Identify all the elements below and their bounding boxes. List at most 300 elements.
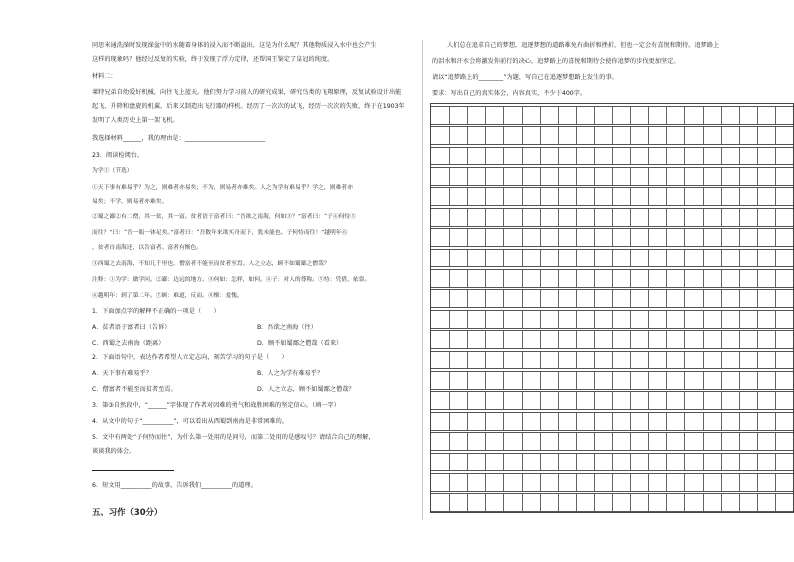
- grid-cell-divider: [612, 250, 613, 267]
- grid-cell-divider: [630, 311, 631, 328]
- grid-cell-divider: [612, 413, 613, 430]
- grid-cell-divider: [576, 494, 577, 511]
- q2-option-d: D．人之立志，顾不如蜀鄙之僧哉？: [257, 386, 355, 393]
- grid-cell-divider: [630, 270, 631, 287]
- grid-cell-divider: [485, 392, 486, 409]
- grid-cell-divider: [721, 148, 722, 165]
- grid-cell-divider: [540, 250, 541, 267]
- grid-cell-divider: [648, 372, 649, 389]
- grid-cell-divider: [467, 331, 468, 348]
- grid-cell-divider: [594, 311, 595, 328]
- grid-cell-divider: [612, 290, 613, 307]
- grid-cell-divider: [576, 331, 577, 348]
- grid-cell-divider: [485, 372, 486, 389]
- grid-cell-divider: [739, 372, 740, 389]
- grid-cell-divider: [703, 209, 704, 226]
- grid-cell-divider: [775, 188, 776, 205]
- grid-cell-divider: [612, 270, 613, 287]
- grid-cell-divider: [648, 352, 649, 369]
- requirements-line: 要求：写出自己的真实体会，内容真实，不少于400字。: [432, 90, 587, 97]
- grid-cell-divider: [630, 331, 631, 348]
- grid-cell-divider: [703, 127, 704, 144]
- grid-cell-divider: [485, 188, 486, 205]
- grid-cell-divider: [449, 413, 450, 430]
- grid-cell-divider: [449, 372, 450, 389]
- grid-cell-divider: [558, 392, 559, 409]
- question-23-title: 23．阅读检阅台。: [92, 152, 144, 159]
- grid-cell-divider: [558, 127, 559, 144]
- grid-cell-divider: [684, 270, 685, 287]
- grid-cell-divider: [540, 127, 541, 144]
- grid-row: [431, 269, 793, 288]
- grid-cell-divider: [666, 188, 667, 205]
- grid-cell-divider: [576, 127, 577, 144]
- grid-cell-divider: [775, 229, 776, 246]
- grid-cell-divider: [503, 311, 504, 328]
- grid-cell-divider: [739, 454, 740, 471]
- grid-cell-divider: [485, 107, 486, 124]
- grid-cell-divider: [467, 209, 468, 226]
- grid-cell-divider: [522, 392, 523, 409]
- q4: 4．从文中的句子“__________”，可以看出从西蜀到南海是非常困难的。: [92, 418, 288, 425]
- grid-cell-divider: [666, 352, 667, 369]
- q6: 6．短文用__________的故事，告诉我们__________的道理。: [92, 482, 257, 489]
- grid-cell-divider: [522, 454, 523, 471]
- grid-cell-divider: [485, 494, 486, 511]
- grid-cell-divider: [522, 209, 523, 226]
- grid-cell-divider: [449, 270, 450, 287]
- grid-cell-divider: [739, 290, 740, 307]
- grid-cell-divider: [467, 494, 468, 511]
- grid-cell-divider: [522, 413, 523, 430]
- q3: 3．第③自然段中，“______”字体现了作者对因难的勇气和战胜困难的坚定信心。（填一字）: [92, 402, 340, 409]
- grid-cell-divider: [739, 392, 740, 409]
- grid-cell-divider: [648, 127, 649, 144]
- grid-cell-divider: [467, 392, 468, 409]
- grid-cell-divider: [503, 148, 504, 165]
- grid-cell-divider: [648, 311, 649, 328]
- grid-cell-divider: [467, 290, 468, 307]
- grid-cell-divider: [757, 474, 758, 491]
- grid-cell-divider: [757, 270, 758, 287]
- grid-cell-divider: [576, 372, 577, 389]
- grid-cell-divider: [721, 311, 722, 328]
- grid-cell-divider: [449, 352, 450, 369]
- grid-cell-divider: [540, 372, 541, 389]
- grid-cell-divider: [522, 127, 523, 144]
- grid-cell-divider: [485, 290, 486, 307]
- grid-cell-divider: [540, 433, 541, 450]
- grid-cell-divider: [721, 392, 722, 409]
- grid-cell-divider: [594, 229, 595, 246]
- grid-cell-divider: [503, 352, 504, 369]
- grid-cell-divider: [757, 392, 758, 409]
- classical-para-3: ③西蜀之去南海，不知几千里也，僧富者不能至而贫者至焉。人之立志，顾不如蜀鄙之僧哉？: [92, 261, 330, 267]
- grid-cell-divider: [739, 107, 740, 124]
- material-two-line-1: 莱特兄弟自幼爱好机械，向往飞上蓝天。他们努力学习前人的研究成果，研究鸟类的飞翔原理，反复试验设计出能: [92, 89, 402, 96]
- grid-cell-divider: [666, 127, 667, 144]
- grid-cell-divider: [739, 168, 740, 185]
- grid-cell-divider: [721, 107, 722, 124]
- grid-cell-divider: [449, 474, 450, 491]
- grid-cell-divider: [775, 270, 776, 287]
- grid-cell-divider: [576, 392, 577, 409]
- grid-cell-divider: [576, 474, 577, 491]
- grid-cell-divider: [503, 250, 504, 267]
- grid-cell-divider: [757, 494, 758, 511]
- q1-option-a: A．贫者语于富者曰（告诉）: [92, 324, 171, 331]
- grid-cell-divider: [485, 474, 486, 491]
- grid-row: [431, 126, 793, 145]
- grid-cell-divider: [721, 250, 722, 267]
- grid-cell-divider: [467, 188, 468, 205]
- grid-cell-divider: [558, 148, 559, 165]
- grid-cell-divider: [576, 270, 577, 287]
- grid-cell-divider: [684, 372, 685, 389]
- grid-cell-divider: [648, 209, 649, 226]
- grid-cell-divider: [467, 372, 468, 389]
- grid-cell-divider: [684, 454, 685, 471]
- grid-cell-divider: [522, 433, 523, 450]
- grid-cell-divider: [630, 148, 631, 165]
- grid-cell-divider: [485, 209, 486, 226]
- grid-cell-divider: [594, 168, 595, 185]
- grid-cell-divider: [558, 270, 559, 287]
- grid-cell-divider: [522, 107, 523, 124]
- grid-cell-divider: [630, 290, 631, 307]
- grid-cell-divider: [666, 107, 667, 124]
- grid-cell-divider: [775, 392, 776, 409]
- grid-cell-divider: [449, 107, 450, 124]
- grid-cell-divider: [449, 433, 450, 450]
- grid-cell-divider: [558, 331, 559, 348]
- grid-cell-divider: [648, 250, 649, 267]
- grid-cell-divider: [775, 209, 776, 226]
- grid-cell-divider: [684, 494, 685, 511]
- grid-cell-divider: [757, 250, 758, 267]
- grid-cell-divider: [721, 494, 722, 511]
- grid-cell-divider: [558, 454, 559, 471]
- grid-cell-divider: [757, 188, 758, 205]
- grid-cell-divider: [503, 107, 504, 124]
- grid-cell-divider: [775, 474, 776, 491]
- grid-cell-divider: [630, 454, 631, 471]
- grid-cell-divider: [503, 494, 504, 511]
- grid-cell-divider: [757, 127, 758, 144]
- grid-cell-divider: [540, 188, 541, 205]
- grid-cell-divider: [612, 494, 613, 511]
- grid-cell-divider: [703, 229, 704, 246]
- grid-row: [431, 187, 793, 206]
- grid-cell-divider: [666, 209, 667, 226]
- grid-cell-divider: [630, 127, 631, 144]
- grid-cell-divider: [449, 188, 450, 205]
- grid-cell-divider: [721, 331, 722, 348]
- grid-row: [431, 432, 793, 451]
- grid-cell-divider: [467, 454, 468, 471]
- grid-cell-divider: [558, 372, 559, 389]
- grid-cell-divider: [666, 372, 667, 389]
- grid-cell-divider: [612, 188, 613, 205]
- grid-cell-divider: [648, 331, 649, 348]
- grid-cell-divider: [684, 107, 685, 124]
- grid-cell-divider: [558, 413, 559, 430]
- grid-cell-divider: [467, 107, 468, 124]
- grid-cell-divider: [648, 494, 649, 511]
- grid-cell-divider: [540, 311, 541, 328]
- grid-cell-divider: [666, 454, 667, 471]
- grid-cell-divider: [666, 331, 667, 348]
- grid-cell-divider: [449, 290, 450, 307]
- grid-cell-divider: [684, 168, 685, 185]
- grid-cell-divider: [449, 494, 450, 511]
- grid-cell-divider: [594, 494, 595, 511]
- grid-row: [431, 147, 793, 166]
- grid-cell-divider: [648, 148, 649, 165]
- grid-cell-divider: [757, 413, 758, 430]
- grid-cell-divider: [630, 352, 631, 369]
- grid-cell-divider: [775, 372, 776, 389]
- grid-cell-divider: [522, 372, 523, 389]
- grid-cell-divider: [449, 392, 450, 409]
- material-one-line-1: 同思米通洗澡时发现澡盆中的水随着身体的浸入而不断溢出，这是为什么呢？其他物质浸入水中也会产生: [92, 42, 377, 49]
- grid-cell-divider: [703, 352, 704, 369]
- grid-cell-divider: [594, 107, 595, 124]
- q2-stem: 2．下面语句中，表达作者希望人立定志向，刻苦学习的句子是（ ）: [92, 354, 288, 361]
- grid-cell-divider: [684, 413, 685, 430]
- classical-para-2-line-1: ②蜀之鄙②有二僧，其一贫，其一富。贫者语于富者曰：“吾欲之南海，何如③？”富者曰：“子④何恃⑤: [92, 214, 356, 220]
- grid-cell-divider: [503, 127, 504, 144]
- grid-cell-divider: [721, 352, 722, 369]
- grid-cell-divider: [757, 433, 758, 450]
- grid-row: [431, 228, 793, 247]
- grid-cell-divider: [612, 229, 613, 246]
- grid-cell-divider: [775, 454, 776, 471]
- grid-cell-divider: [739, 331, 740, 348]
- divider-line: [422, 40, 423, 520]
- grid-cell-divider: [576, 209, 577, 226]
- grid-cell-divider: [721, 474, 722, 491]
- choice-reason-line: 我选择材料______，我的理由是：__________________________: [92, 135, 266, 142]
- grid-cell-divider: [594, 474, 595, 491]
- composition-grid[interactable]: [430, 103, 794, 513]
- grid-cell-divider: [757, 168, 758, 185]
- grid-row: [431, 412, 793, 431]
- grid-cell-divider: [666, 250, 667, 267]
- grid-cell-divider: [666, 148, 667, 165]
- grid-cell-divider: [576, 168, 577, 185]
- grid-cell-divider: [703, 331, 704, 348]
- material-one-line-2: 这样的现象吗？他经过反复的实验，终于发现了浮力定律，还帮国王鉴定了皇冠的纯度。: [92, 56, 334, 63]
- grid-cell-divider: [684, 392, 685, 409]
- grid-row: [431, 473, 793, 492]
- grid-cell-divider: [594, 392, 595, 409]
- grid-cell-divider: [485, 229, 486, 246]
- grid-cell-divider: [775, 250, 776, 267]
- grid-cell-divider: [594, 433, 595, 450]
- grid-cell-divider: [757, 311, 758, 328]
- grid-cell-divider: [684, 311, 685, 328]
- grid-cell-divider: [467, 413, 468, 430]
- grid-cell-divider: [540, 209, 541, 226]
- grid-cell-divider: [612, 107, 613, 124]
- grid-cell-divider: [666, 311, 667, 328]
- grid-cell-divider: [485, 270, 486, 287]
- grid-cell-divider: [703, 270, 704, 287]
- grid-cell-divider: [576, 229, 577, 246]
- grid-cell-divider: [757, 331, 758, 348]
- grid-row: [431, 351, 793, 370]
- grid-cell-divider: [503, 433, 504, 450]
- grid-cell-divider: [721, 209, 722, 226]
- grid-cell-divider: [449, 250, 450, 267]
- grid-cell-divider: [739, 413, 740, 430]
- grid-cell-divider: [630, 188, 631, 205]
- grid-cell-divider: [503, 392, 504, 409]
- grid-cell-divider: [721, 127, 722, 144]
- grid-cell-divider: [739, 352, 740, 369]
- grid-cell-divider: [612, 168, 613, 185]
- grid-cell-divider: [540, 270, 541, 287]
- grid-cell-divider: [630, 250, 631, 267]
- grid-cell-divider: [630, 209, 631, 226]
- grid-cell-divider: [594, 352, 595, 369]
- grid-cell-divider: [467, 148, 468, 165]
- grid-cell-divider: [540, 474, 541, 491]
- grid-cell-divider: [666, 392, 667, 409]
- grid-cell-divider: [558, 474, 559, 491]
- grid-cell-divider: [594, 188, 595, 205]
- grid-cell-divider: [612, 148, 613, 165]
- grid-cell-divider: [648, 107, 649, 124]
- grid-row: [431, 289, 793, 308]
- q5-answer-line[interactable]: [92, 470, 174, 471]
- grid-cell-divider: [648, 392, 649, 409]
- grid-cell-divider: [576, 148, 577, 165]
- grid-cell-divider: [503, 454, 504, 471]
- grid-cell-divider: [648, 229, 649, 246]
- q1-stem: 1．下面加点字的解释不正确的一项是（ ）: [92, 308, 220, 315]
- grid-cell-divider: [684, 474, 685, 491]
- grid-cell-divider: [666, 413, 667, 430]
- grid-cell-divider: [522, 352, 523, 369]
- grid-cell-divider: [576, 311, 577, 328]
- grid-cell-divider: [558, 433, 559, 450]
- grid-cell-divider: [594, 413, 595, 430]
- grid-cell-divider: [684, 352, 685, 369]
- grid-cell-divider: [630, 392, 631, 409]
- grid-cell-divider: [558, 188, 559, 205]
- q5-line-1: 5．文中有两处“子何恃而往”，为什么第一处用的是问号，而第二处用的是感叹号？请结合自己的理解，: [92, 434, 375, 441]
- grid-cell-divider: [485, 331, 486, 348]
- grid-cell-divider: [739, 270, 740, 287]
- grid-cell-divider: [612, 392, 613, 409]
- grid-cell-divider: [684, 127, 685, 144]
- grid-cell-divider: [503, 270, 504, 287]
- grid-cell-divider: [612, 474, 613, 491]
- material-two-label: 材料二：: [92, 73, 117, 80]
- grid-cell-divider: [612, 454, 613, 471]
- grid-cell-divider: [648, 290, 649, 307]
- classical-para-2-line-2: 而往？”曰：“吾一瓶一钵足矣。”富者曰：“吾数年来欲买舟而下，犹未能也。子何恃而往！”越明年⑥: [92, 230, 348, 236]
- grid-cell-divider: [684, 433, 685, 450]
- grid-cell-divider: [594, 209, 595, 226]
- grid-cell-divider: [612, 331, 613, 348]
- section-five-title: 五、习作（30分）: [92, 507, 163, 517]
- grid-cell-divider: [739, 494, 740, 511]
- classical-para-1-line-1: ①天下事有难易乎？为之，则难者亦易矣；不为，则易者亦难矣。人之为学有难易乎？学之，则难者亦: [92, 185, 353, 191]
- grid-cell-divider: [703, 311, 704, 328]
- grid-cell-divider: [721, 372, 722, 389]
- grid-cell-divider: [739, 229, 740, 246]
- grid-cell-divider: [775, 433, 776, 450]
- grid-cell-divider: [485, 127, 486, 144]
- grid-cell-divider: [721, 413, 722, 430]
- grid-cell-divider: [576, 107, 577, 124]
- grid-cell-divider: [558, 494, 559, 511]
- grid-cell-divider: [739, 148, 740, 165]
- grid-row: [431, 249, 793, 268]
- classical-title: 为学①（节选）: [92, 168, 133, 174]
- grid-cell-divider: [449, 331, 450, 348]
- grid-cell-divider: [540, 107, 541, 124]
- grid-cell-divider: [467, 474, 468, 491]
- grid-cell-divider: [757, 352, 758, 369]
- grid-cell-divider: [630, 168, 631, 185]
- grid-row: [431, 330, 793, 349]
- grid-cell-divider: [485, 311, 486, 328]
- grid-cell-divider: [612, 372, 613, 389]
- grid-cell-divider: [540, 413, 541, 430]
- grid-cell-divider: [757, 209, 758, 226]
- grid-cell-divider: [757, 148, 758, 165]
- grid-cell-divider: [630, 107, 631, 124]
- q5-line-2: 谈谈我的体会。: [92, 448, 136, 455]
- grid-cell-divider: [522, 188, 523, 205]
- notes-line-1: 注释：①为学：做学问。②鄙：边远的地方。③何如：怎样，如何。④子：对人的尊称。⑤恃：凭借，依靠。: [92, 277, 371, 283]
- grid-cell-divider: [775, 413, 776, 430]
- grid-cell-divider: [666, 168, 667, 185]
- grid-cell-divider: [775, 168, 776, 185]
- grid-cell-divider: [703, 148, 704, 165]
- grid-cell-divider: [594, 250, 595, 267]
- classical-para-1-line-2: 易矣；不学，则易者亦难矣。: [92, 199, 168, 205]
- grid-cell-divider: [757, 290, 758, 307]
- q2-option-a: A．天下事有难易乎？: [92, 370, 152, 377]
- grid-cell-divider: [612, 311, 613, 328]
- grid-cell-divider: [721, 229, 722, 246]
- grid-cell-divider: [775, 107, 776, 124]
- grid-cell-divider: [739, 474, 740, 491]
- grid-cell-divider: [703, 168, 704, 185]
- grid-cell-divider: [503, 168, 504, 185]
- grid-cell-divider: [467, 168, 468, 185]
- grid-cell-divider: [522, 494, 523, 511]
- grid-cell-divider: [540, 290, 541, 307]
- grid-cell-divider: [449, 148, 450, 165]
- grid-cell-divider: [630, 229, 631, 246]
- grid-cell-divider: [684, 148, 685, 165]
- grid-row: [431, 453, 793, 472]
- grid-cell-divider: [540, 148, 541, 165]
- grid-cell-divider: [594, 372, 595, 389]
- grid-cell-divider: [684, 250, 685, 267]
- grid-cell-divider: [576, 352, 577, 369]
- grid-cell-divider: [757, 454, 758, 471]
- notes-line-2: ⑥越明年：到了第二年。⑦顾：难道，反而。⑧惭：羞愧。: [92, 293, 243, 299]
- grid-cell-divider: [684, 331, 685, 348]
- grid-cell-divider: [648, 188, 649, 205]
